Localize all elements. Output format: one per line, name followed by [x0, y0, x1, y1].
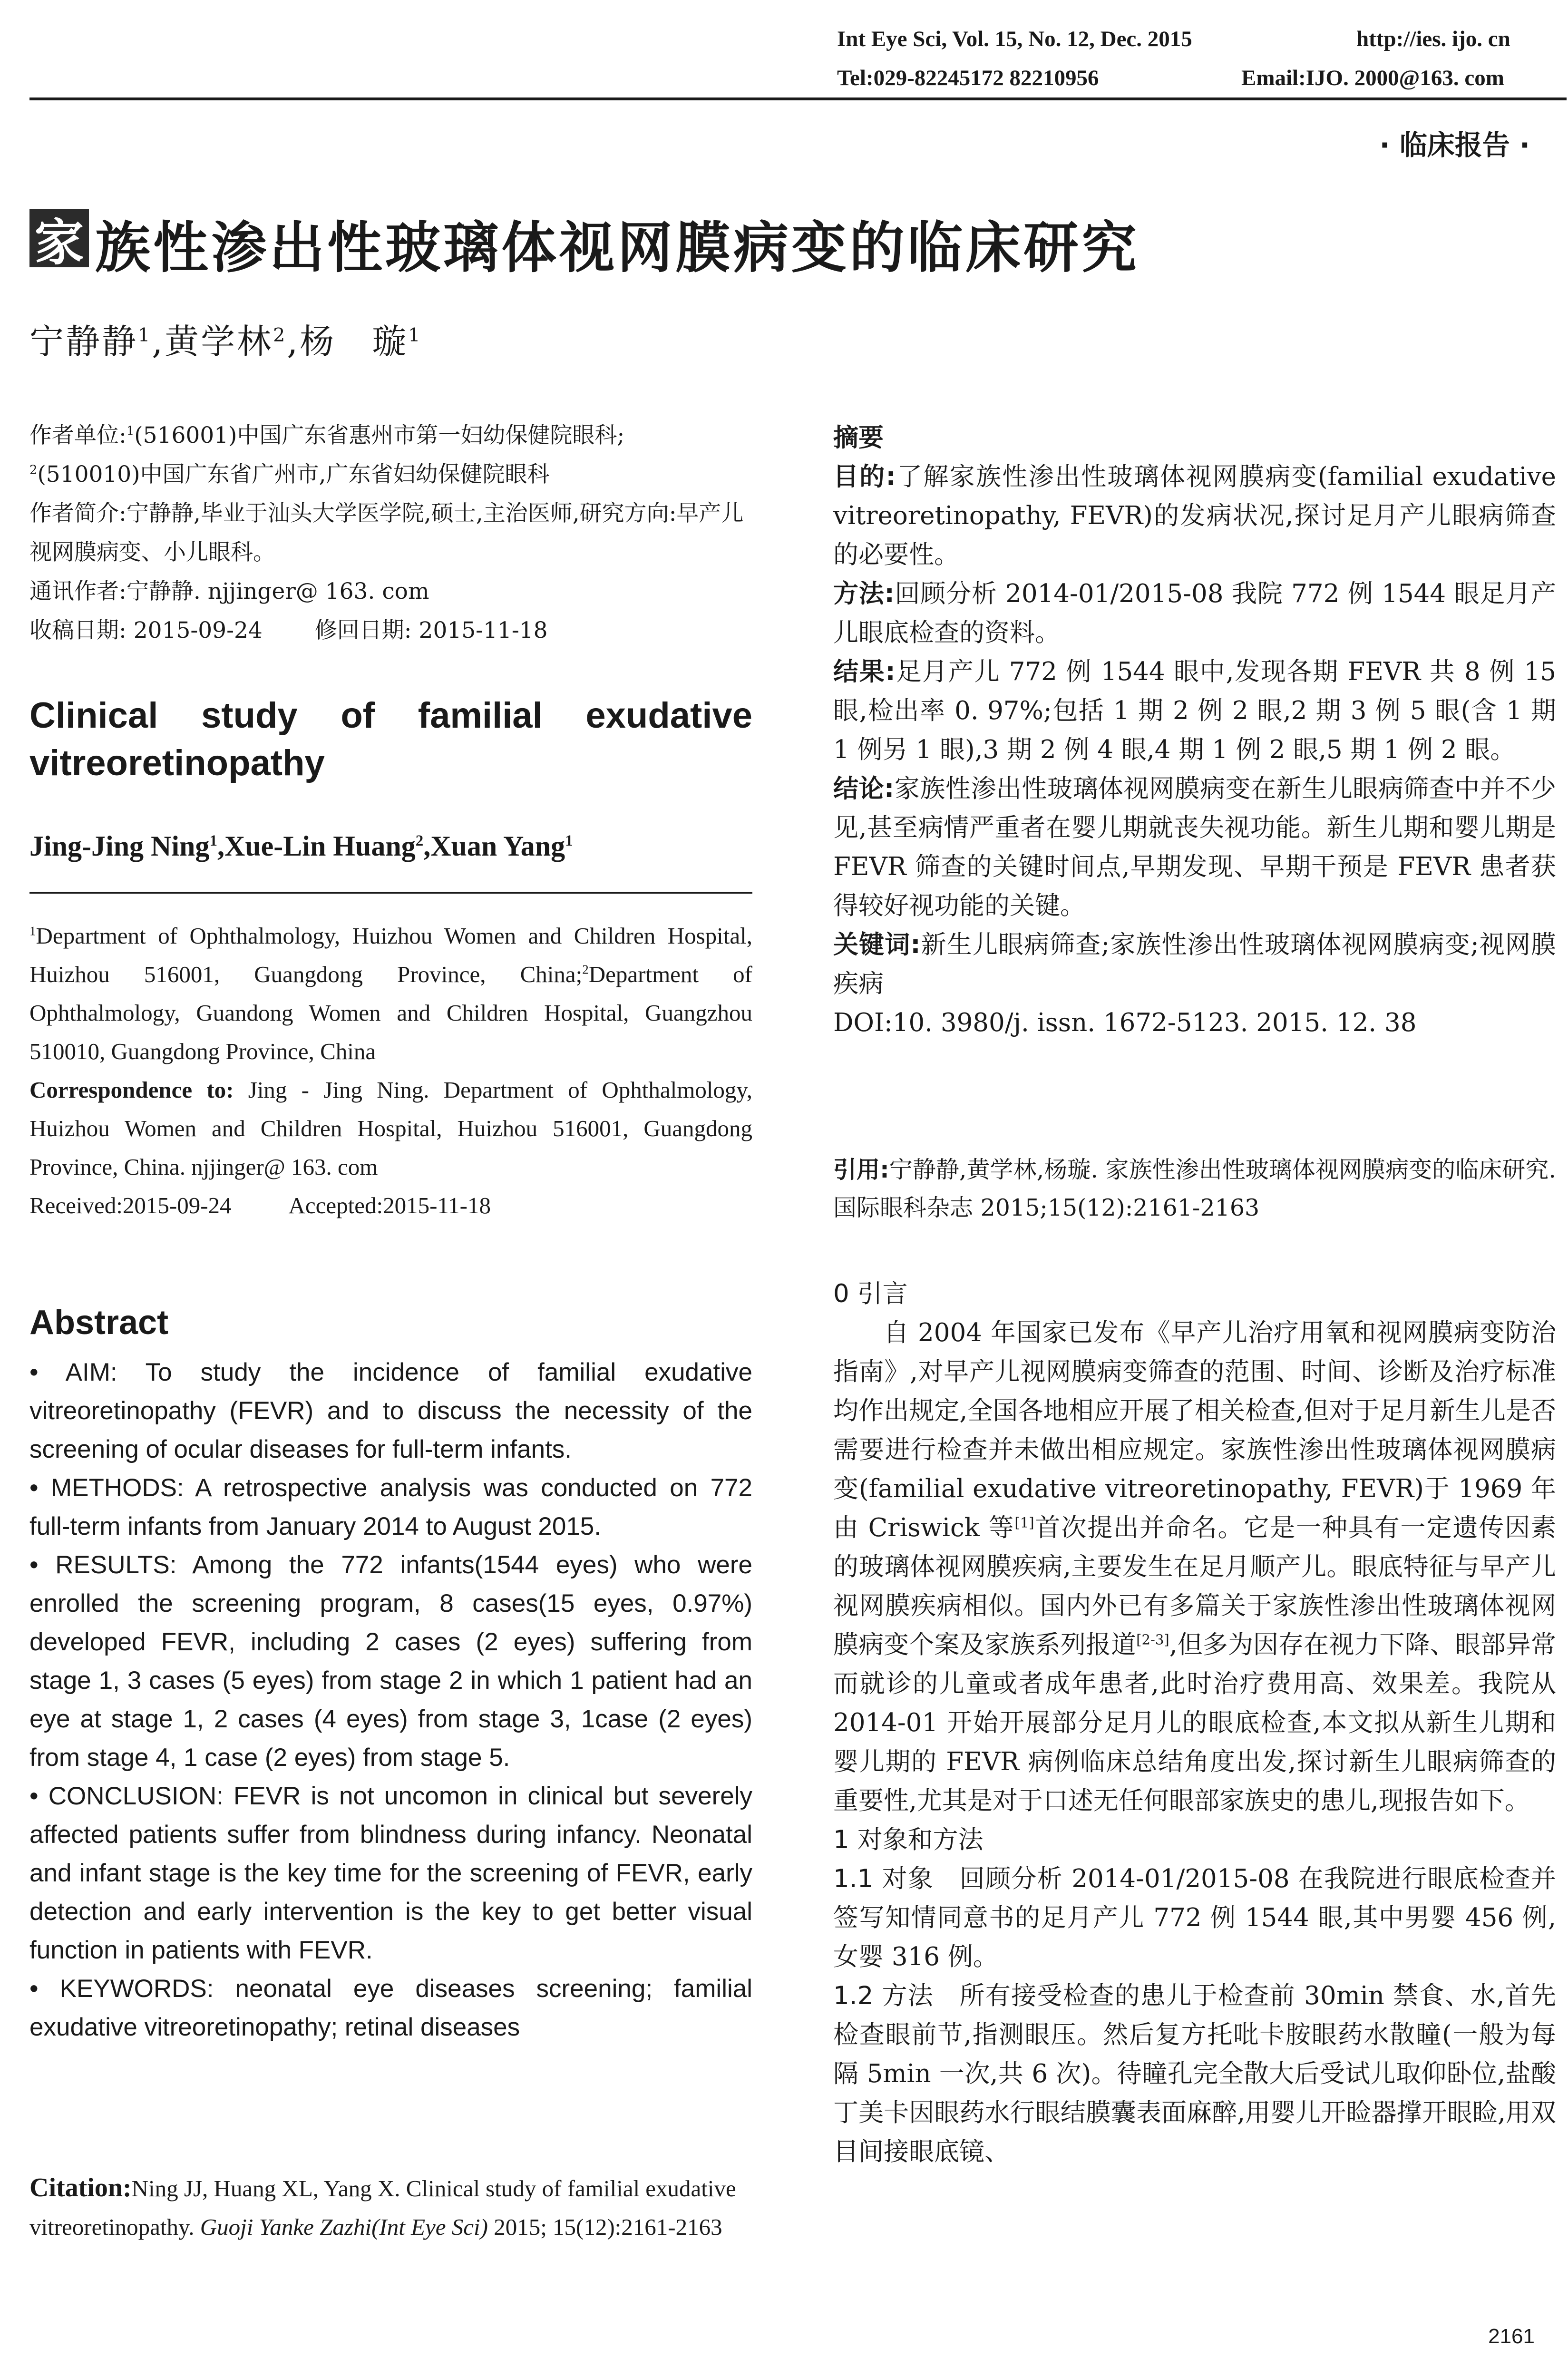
header-rule — [29, 97, 1567, 100]
citation-text: Ning JJ, Huang XL, Yang X. Clinical study of familial exudative vitreoretinopathy. — [29, 2175, 736, 2240]
zh-methods-label: 方法: — [833, 579, 895, 608]
page-number: 2161 — [1488, 2325, 1535, 2348]
journal-info: Int Eye Sci, Vol. 15, No. 12, Dec. 2015 — [837, 27, 1192, 51]
aff-sup-1: 1 — [126, 424, 135, 438]
abstract-heading: Abstract — [29, 1304, 169, 1342]
abstract-conclusion: • CONCLUSION: FEVR is not uncomon in clinical but severely affected patients suffer from blindness during infancy. Neonatal and infant stage is the key time for the screening of FEVR, early detection and early intervention is the key to get better visual function in patients with FEVR. — [29, 1782, 752, 1964]
aff-line-2: (510010)中国广东省广州市,广东省妇幼保健院眼科 — [37, 461, 550, 487]
zh-conclusion: 家族性渗出性玻璃体视网膜病变在新生儿眼病筛查中并不少见,甚至病情严重者在婴儿期就丧失视功能。新生儿期和婴儿期是 FEVR 筛查的关键时间点,早期发现、早期干预是 FEVR 患者获得较好视功能的关键。 — [833, 774, 1557, 920]
zh-keywords: 新生儿眼病筛查;家族性渗出性玻璃体视网膜病变;视网膜疾病 — [833, 930, 1556, 998]
en-aff-2: Department of Ophthalmology, Guandong Women and Children Hospital, Guangzhou 510010, Guangdong Province, China — [29, 961, 752, 1064]
corresponding-author: 通讯作者:宁静静. njjinger@ 163. com — [29, 578, 429, 604]
section-tag: · 临床报告 · — [1379, 129, 1530, 161]
abstract-aim: • AIM: To study the incidence of familial exudative vitreoretinopathy (FEVR) and to discuss the necessity of the screening of ocular diseases for full-term infants. — [29, 1358, 752, 1463]
affiliation-cn — [29, 416, 752, 650]
en-author-3-sup: 1 — [565, 832, 573, 849]
citation-en — [29, 2169, 752, 2246]
correspondence-label: Correspondence to: — [29, 1077, 234, 1103]
author-bio: 作者简介:宁静静,毕业于汕头大学医学院,硕士,主治医师,研究方向:早产儿视网膜病变、小儿眼科。 — [29, 500, 744, 565]
received-date-cn: 收稿日期: 2015-09-24 — [29, 617, 263, 643]
zh-aim: 了解家族性渗出性玻璃体视网膜病变(familial exudative vitreoretinopathy, FEVR)的发病状况,探讨足月产儿眼病筛查的必要性。 — [833, 462, 1556, 569]
citation-cn-text: 宁静静,黄学林,杨璇. 家族性渗出性玻璃体视网膜病变的临床研究. 国际眼科杂志 2015;15(12):2161-2163 — [833, 1156, 1556, 1221]
zh-abstract-heading: 摘要 — [833, 423, 884, 452]
english-title: Clinical study of familial exudative vitreoretinopathy — [29, 695, 752, 783]
revised-date-cn: 修回日期: 2015-11-18 — [314, 617, 548, 643]
citation-cn — [833, 1151, 1556, 1227]
en-aff-sup-2: 2 — [582, 962, 589, 977]
zh-results-label: 结果: — [833, 657, 896, 686]
author-3: 杨 璇 — [300, 321, 409, 361]
zh-methods: 回顾分析 2014-01/2015-08 我院 772 例 1544 眼足月产儿眼底检查的资料。 — [833, 579, 1556, 647]
intro-heading: 0 引言 — [833, 1279, 908, 1308]
en-author-1-sup: 1 — [209, 832, 217, 849]
abstract-body — [29, 1353, 752, 2046]
citation-label: Citation: — [29, 2173, 132, 2202]
en-aff-sup-1: 1 — [29, 924, 36, 938]
en-author-3: Xuan Yang — [430, 830, 565, 862]
aff-prefix: 作者单位: — [29, 422, 127, 448]
intro-p1a: 自 2004 年国家已发布《早产儿治疗用氧和视网膜病变防治指南》,对早产儿视网膜病变筛查的范围、时间、诊断及治疗标准均作出规定,全国各地相应开展了相关检查,但对于足月新生儿是否需要进行检查并未做出相应规定。家族性渗出性玻璃体视网膜病变(familial exudative vitreoretinopathy, FEVR)于 1969 年由 Criswick 等 — [833, 1318, 1556, 1542]
zh-aim-label: 目的: — [833, 462, 896, 491]
author-1-sup: 1 — [138, 324, 152, 346]
author-2: 黄学林 — [165, 321, 273, 361]
abstract-results: • RESULTS: Among the 772 infants(1544 eyes) who were enrolled the screening program, 8 cases(15 eyes, 0.97%) developed FEVR, including 2 cases (2 eyes) suffering from stage 1, 3 cases (5 eyes) from stage 2 in which 1 patient had an eye at stage 1, 2 cases (4 eyes) from stage 3, 1case (2 eyes) from stage 4, 1 case (2 eyes) from stage 5. — [29, 1551, 752, 1772]
journal-url[interactable]: http://ies. ijo. cn — [1356, 27, 1510, 51]
intro-paragraph — [833, 1314, 1556, 1821]
en-author-2-sup: 2 — [415, 832, 424, 849]
sep: , — [287, 321, 300, 361]
accepted-date-en: Accepted:2015-11-18 — [288, 1192, 491, 1218]
sep: , — [152, 321, 165, 361]
author-1: 宁静静 — [29, 321, 138, 361]
abstract-methods: • METHODS: A retrospective analysis was conducted on 772 full-term infants from January 2014 to August 2015. — [29, 1474, 752, 1540]
zh-abstract — [833, 419, 1556, 1042]
s12-text: 所有接受检查的患儿于检查前 30min 禁食、水,首先检查眼前节,指测眼压。然后复方托吡卡胺眼药水散瞳(一般为每隔 5min 一次,共 6 次)。待瞳孔完全散大后受试儿取仰卧位,盐酸丁美卡因眼药水行眼结膜囊表面麻醉,用婴儿开睑器撑开眼睑,用双目间接眼底镜、 — [833, 1981, 1557, 2166]
title-initial: 家 — [29, 209, 89, 267]
s11-label: 1.1 对象 — [833, 1864, 934, 1893]
main-text — [833, 1275, 1556, 2172]
abstract-keywords: • KEYWORDS: neonatal eye diseases screening; familial exudative vitreoretinopathy; retinal diseases — [29, 1975, 752, 2041]
en-aff-1: Department of Ophthalmology, Huizhou Women and Children Hospital, Huizhou 516001, Guangdong Province, China; — [29, 923, 752, 987]
en-author-2: Xue-Lin Huang — [224, 830, 416, 862]
s12-label: 1.2 方法 — [833, 1981, 934, 2010]
author-rule — [29, 892, 752, 894]
methods-heading: 1 对象和方法 — [833, 1825, 984, 1854]
received-date-en: Received:2015-09-24 — [29, 1192, 232, 1218]
ref-2-3[interactable]: [2-3] — [1136, 1631, 1169, 1648]
citation-tail: 2015; 15(12):2161-2163 — [494, 2214, 722, 2240]
aff-sup-2: 2 — [29, 463, 38, 477]
citation-journal: Guoji Yanke Zazhi(Int Eye Sci) — [200, 2214, 488, 2240]
author-3-sup: 1 — [408, 324, 422, 346]
s11-text: 回顾分析 2014-01/2015-08 在我院进行眼底检查并签写知情同意书的足月产儿 772 例 1544 眼,其中男婴 456 例,女婴 316 例。 — [833, 1864, 1557, 1971]
journal-tel: Tel:029-82245172 82210956 — [837, 66, 1099, 90]
correspondence-text: Jing - Jing Ning. Department of Ophthalmology, Huizhou Women and Children Hospital, Huizhou 516001, Guangdong Province, China. njjinger@ 163. com — [29, 1077, 753, 1180]
doi[interactable]: DOI:10. 3980/j. issn. 1672-5123. 2015. 12. 38 — [833, 1008, 1417, 1037]
page-title: 族性渗出性玻璃体视网膜病变的临床研究 — [95, 216, 1139, 280]
zh-results: 足月产儿 772 例 1544 眼中,发现各期 FEVR 共 8 例 15 眼,检出率 0. 97%;包括 1 期 2 例 2 眼,2 期 3 例 5 眼(含 1 期 1 例另 1 眼),3 期 2 例 4 眼,4 期 1 例 2 眼,5 期 1 例 2 眼。 — [833, 657, 1556, 764]
english-authors: Jing-Jing Ning$^1$,Xue-Lin Huang$^2$,Xuan Yang$^1$ — [29, 830, 573, 862]
citation-cn-label: 引用: — [833, 1156, 889, 1183]
english-affiliation — [29, 916, 752, 1225]
authors-cn — [29, 314, 422, 363]
en-author-1: Jing-Jing Ning — [29, 830, 210, 862]
intro-p1c: ,但多为因存在视力下降、眼部异常而就诊的儿童或者成年患者,此时治疗费用高、效果差。我院从 2014-01 开始开展部分足月儿的眼底检查,本文拟从新生儿期和婴儿期的 FEVR 病例临床总结角度出发,探讨新生儿眼病筛查的重要性,尤其是对于口述无任何眼部家族史的患儿,现报告如下。 — [833, 1630, 1556, 1815]
intro-p1b: 首次提出并命名。它是一种具有一定遗传因素的玻璃体视网膜疾病,主要发生在足月顺产儿。眼底特征与早产儿视网膜疾病相似。国内外已有多篇关于家族性渗出性玻璃体视网膜病变个案及家族系列报道 — [833, 1513, 1556, 1659]
zh-keywords-label: 关键词: — [833, 930, 921, 959]
author-2-sup: 2 — [273, 324, 287, 346]
aff-line-1: (516001)中国广东省惠州市第一妇幼保健院眼科; — [134, 422, 625, 448]
zh-conclusion-label: 结论: — [833, 774, 895, 803]
journal-email[interactable]: Email:IJO. 2000@163. com — [1241, 66, 1504, 90]
ref-1[interactable]: [1] — [1014, 1514, 1034, 1531]
